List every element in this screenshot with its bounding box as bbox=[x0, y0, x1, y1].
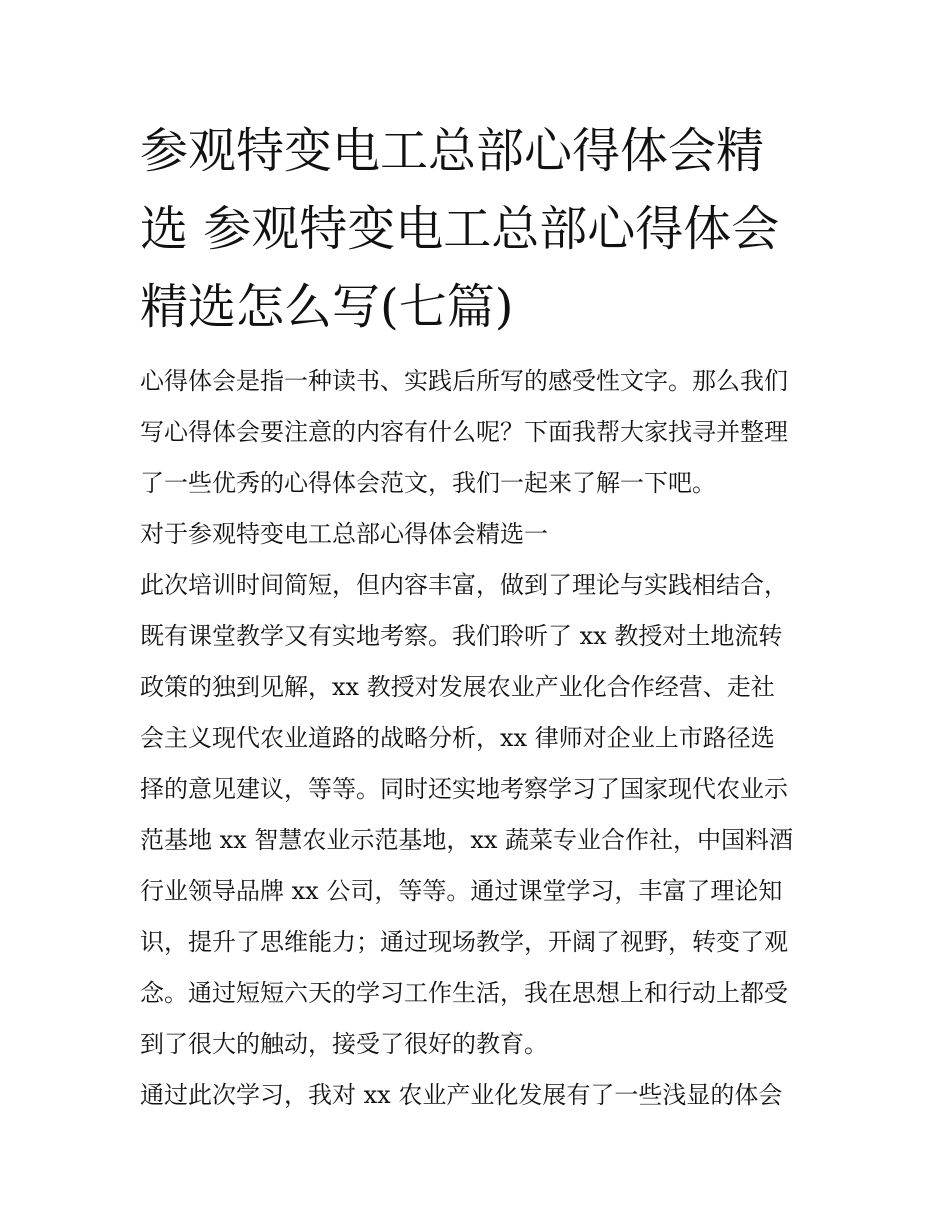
paragraph-line: 到了很大的触动，接受了很好的教育。 bbox=[140, 1030, 548, 1058]
paragraph-line: 通过此次学习，我对 xx 农业产业化发展有了一些浅显的体会 bbox=[140, 1081, 783, 1109]
paragraph-line: 念。通过短短六天的学习工作生活，我在思想上和行动上都受 bbox=[140, 979, 788, 1007]
paragraph-line: 择的意见建议，等等。同时还实地考察学习了国家现代农业示 bbox=[140, 775, 788, 803]
intro-line: 了一些优秀的心得体会范文，我们一起来了解一下吧。 bbox=[140, 469, 716, 497]
title-line: 选 参观特变电工总部心得体会 bbox=[140, 201, 780, 257]
document-body bbox=[140, 356, 820, 1121]
paragraph-line: 此次培训时间简短，但内容丰富，做到了理论与实践相结合， bbox=[140, 571, 788, 599]
paragraph-line: 识，提升了思维能力；通过现场教学，开阔了视野，转变了观 bbox=[140, 928, 788, 956]
intro-line: 写心得体会要注意的内容有什么呢？下面我帮大家找寻并整理 bbox=[140, 418, 788, 446]
intro-line: 心得体会是指一种读书、实践后所写的感受性文字。那么我们 bbox=[140, 367, 788, 395]
title-line: 参观特变电工总部心得体会精 bbox=[140, 123, 765, 179]
title-line: 精选怎么写(七篇) bbox=[140, 279, 514, 335]
paragraph-line: 行业领导品牌 xx 公司，等等。通过课堂学习，丰富了理论知 bbox=[140, 877, 783, 905]
document-title bbox=[140, 112, 820, 346]
paragraph-line: 范基地 xx 智慧农业示范基地，xx 蔬菜专业合作社，中国料酒 bbox=[140, 826, 794, 854]
paragraph-line: 政策的独到见解，xx 教授对发展农业产业化合作经营、走社 bbox=[140, 673, 775, 701]
section-heading: 对于参观特变电工总部心得体会精选一 bbox=[140, 520, 548, 548]
paragraph-line: 既有课堂教学又有实地考察。我们聆听了 xx 教授对土地流转 bbox=[140, 622, 783, 650]
paragraph-line: 会主义现代农业道路的战略分析，xx 律师对企业上市路径选 bbox=[140, 724, 775, 752]
